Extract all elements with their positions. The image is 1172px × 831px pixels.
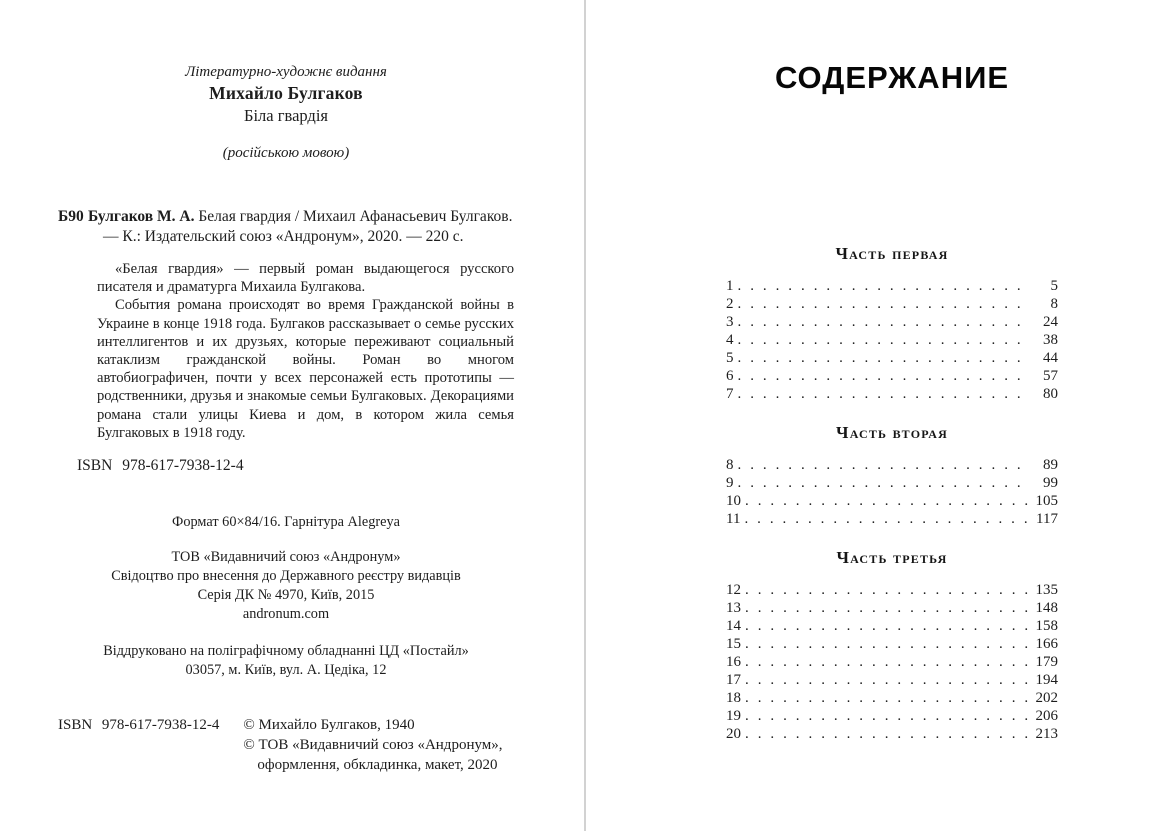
toc-dot-leader xyxy=(745,635,1028,653)
toc-entry-number: 3 xyxy=(726,314,734,330)
toc-entry-page: 194 xyxy=(1035,672,1058,688)
printing-line: Віддруковано на поліграфічному обладнанні ЦД «Постайл» xyxy=(103,643,469,660)
toc-entry-number: 12 xyxy=(726,582,741,598)
toc-entry-page: 202 xyxy=(1035,690,1058,706)
catalog-entry xyxy=(58,207,514,247)
toc-dot-leader xyxy=(738,313,1029,331)
copyright-author: © Михайло Булгаков, 1940 xyxy=(243,717,415,733)
toc-dot-leader xyxy=(745,617,1028,635)
publisher-website: andronum.com xyxy=(242,606,330,623)
toc-entry xyxy=(726,456,1058,474)
toc-dot-leader xyxy=(745,492,1028,510)
contents-page xyxy=(586,0,1170,831)
toc-entry-number: 9 xyxy=(726,475,734,491)
toc-entry xyxy=(726,707,1058,725)
imprint-block xyxy=(58,475,514,680)
format-line: Формат 60×84/16. Гарнітура Alegreya xyxy=(172,514,400,531)
toc-dot-leader xyxy=(745,671,1028,689)
toc-entry-page: 38 xyxy=(1043,332,1058,348)
toc-dot-leader xyxy=(745,581,1028,599)
toc-entry xyxy=(726,635,1058,653)
toc-entry-number: 16 xyxy=(726,654,741,670)
copyright-publisher: © ТОВ «Видавничий союз «Андронум», xyxy=(243,737,503,753)
toc-entry-number: 4 xyxy=(726,332,734,348)
annotation xyxy=(97,260,514,442)
toc-dot-leader xyxy=(744,510,1028,528)
part-heading-2: Часть вторая xyxy=(836,423,948,442)
toc-entry-page: 179 xyxy=(1035,654,1058,670)
annotation-paragraph-1: «Белая гвардия» — первый роман выдающегося русского писателя и драматурга Михаила Булгакова. xyxy=(97,261,514,296)
printing-address: 03057, м. Київ, вул. А. Цедіка, 12 xyxy=(185,662,387,679)
copyright-block xyxy=(243,715,502,775)
toc-entry xyxy=(726,671,1058,689)
toc-entry-number: 20 xyxy=(726,726,741,742)
edition-note: Літературно-художнє видання xyxy=(185,64,387,80)
footer-block xyxy=(58,715,514,775)
toc-list-part-3 xyxy=(726,581,1058,743)
catalog-code: Б90 xyxy=(58,208,84,225)
language-note: (російською мовою) xyxy=(222,145,350,161)
toc-entry xyxy=(726,617,1058,635)
footer-isbn: ISBN 978-617-7938-12-4 xyxy=(58,717,220,733)
toc-entry-page: 105 xyxy=(1035,493,1058,509)
publisher-block xyxy=(58,548,514,624)
toc-entry-page: 135 xyxy=(1035,582,1058,598)
toc-dot-leader xyxy=(738,474,1029,492)
toc-dot-leader xyxy=(738,277,1029,295)
toc-entry-number: 14 xyxy=(726,618,741,634)
toc-entry xyxy=(726,653,1058,671)
toc-list-part-1 xyxy=(726,277,1058,403)
author-name: Михайло Булгаков xyxy=(209,83,363,103)
toc-dot-leader xyxy=(738,349,1029,367)
toc-entry-number: 17 xyxy=(726,672,741,688)
toc-entry-page: 8 xyxy=(1050,296,1058,312)
toc-entry xyxy=(726,367,1058,385)
toc-entry xyxy=(726,599,1058,617)
toc-entry xyxy=(726,510,1058,528)
toc-entry-number: 8 xyxy=(726,457,734,473)
part-heading-1: Часть первая xyxy=(835,244,949,263)
publisher-certificate: Свідоцтво про внесення до Державного реєстру видавців xyxy=(111,568,461,585)
toc-entry xyxy=(726,492,1058,510)
toc-entry-page: 44 xyxy=(1043,350,1058,366)
toc-entry xyxy=(726,295,1058,313)
toc-entry-number: 15 xyxy=(726,636,741,652)
annotation-paragraph-2: События романа происходят во время Гражданской войны в Украине в конце 1918 года. Булгаков рассказывает о семье русских интеллигентов и их друзьях, которые переживают социальный катаклизм гражданской войны. Роман во многом автобиографичен, почти у всех персонажей есть прототипы — родственники, друзья и знакомые семьи Булгаковых. Декорациями романа стали улицы Киева и дом, в котором жила семья Булгаковых в 1918 году. xyxy=(97,297,514,441)
toc-entry-page: 158 xyxy=(1035,618,1058,634)
toc-entry xyxy=(726,331,1058,349)
toc-entry-page: 148 xyxy=(1035,600,1058,616)
toc-list-part-2 xyxy=(726,456,1058,528)
toc-entry-page: 213 xyxy=(1035,726,1058,742)
toc-dot-leader xyxy=(745,599,1028,617)
contents-title: СОДЕРЖАНИЕ xyxy=(774,60,1010,95)
isbn-line: ISBN 978-617-7938-12-4 xyxy=(77,457,244,475)
toc-entry-number: 2 xyxy=(726,296,734,312)
toc-entry-number: 19 xyxy=(726,708,741,724)
toc-entry-number: 10 xyxy=(726,493,741,509)
toc-entry xyxy=(726,349,1058,367)
publisher-name: ТОВ «Видавничий союз «Андронум» xyxy=(171,549,401,566)
toc-dot-leader xyxy=(745,653,1028,671)
toc-dot-leader xyxy=(738,456,1029,474)
toc-entry xyxy=(726,385,1058,403)
toc-dot-leader xyxy=(738,295,1029,313)
toc-entry xyxy=(726,474,1058,492)
toc-dot-leader xyxy=(745,707,1028,725)
toc-entry xyxy=(726,313,1058,331)
toc-entry xyxy=(726,725,1058,743)
toc-entry-number: 5 xyxy=(726,350,734,366)
book-title: Біла гвардія xyxy=(243,106,328,125)
toc-entry-number: 18 xyxy=(726,690,741,706)
toc-entry-page: 99 xyxy=(1043,475,1058,491)
toc-entry-page: 89 xyxy=(1043,457,1058,473)
toc-entry-number: 11 xyxy=(726,511,741,527)
toc-entry-number: 13 xyxy=(726,600,741,616)
toc-entry-page: 117 xyxy=(1036,511,1058,527)
toc-entry-page: 24 xyxy=(1043,314,1058,330)
toc-entry-number: 6 xyxy=(726,368,734,384)
toc-dot-leader xyxy=(745,725,1028,743)
toc-entry xyxy=(726,277,1058,295)
toc-entry-page: 166 xyxy=(1035,636,1058,652)
toc-entry-number: 1 xyxy=(726,278,734,294)
toc-dot-leader xyxy=(738,331,1029,349)
toc-entry xyxy=(726,581,1058,599)
toc-entry-page: 206 xyxy=(1035,708,1058,724)
toc-entry-number: 7 xyxy=(726,386,734,402)
toc-entry-page: 5 xyxy=(1050,278,1058,294)
catalog-entry-text: Белая гвардия / Михаил Афанасьевич Булгаков. — К.: Издательский союз «Андронум», 2020. — 220 с. xyxy=(103,208,513,245)
edition-block xyxy=(58,62,514,163)
printing-block xyxy=(58,642,514,680)
copyright-design: оформлення, обкладинка, макет, 2020 xyxy=(257,757,498,773)
toc-entry-page: 80 xyxy=(1043,386,1058,402)
toc-dot-leader xyxy=(745,689,1028,707)
toc-dot-leader xyxy=(738,385,1029,403)
part-heading-3: Часть третья xyxy=(836,548,948,567)
toc-entry xyxy=(726,689,1058,707)
catalog-author: Булгаков М. А. xyxy=(88,208,195,225)
toc-entry-page: 57 xyxy=(1043,368,1058,384)
toc-dot-leader xyxy=(738,367,1029,385)
publisher-series: Серія ДК № 4970, Київ, 2015 xyxy=(197,587,375,604)
